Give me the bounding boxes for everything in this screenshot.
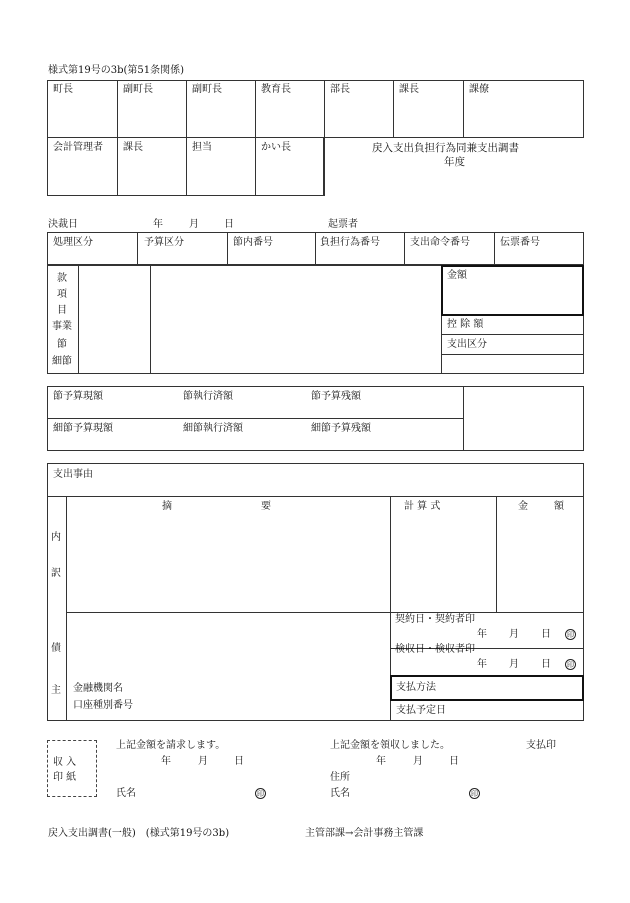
- budget-status-cell: 節執行済額: [183, 391, 233, 402]
- stamp-label: 印 紙: [53, 772, 77, 783]
- reason-label: 支出事由: [53, 469, 93, 480]
- approver-cell: 課長: [123, 142, 143, 153]
- contract-label: 契約日・契約者印: [395, 614, 475, 625]
- payment-seal-label: 支払印: [526, 740, 556, 751]
- document-title: 戻入支出負担行為同兼支出調書: [372, 142, 519, 154]
- inspection-label: 検収日・検収者印: [395, 644, 475, 655]
- classification-cell: 節内番号: [233, 237, 273, 248]
- account-type-label: 口座種別番号: [73, 700, 133, 711]
- month-label: 月: [198, 756, 208, 767]
- footer-routing: 主管部課→会計事務主管課: [305, 828, 424, 839]
- payment-due-label: 支払予定日: [396, 705, 446, 716]
- year-label: 年: [477, 659, 487, 670]
- day-label: 日: [224, 219, 234, 230]
- classification-cell: 支出命令番号: [410, 237, 470, 248]
- approver-cell: 副町長: [192, 84, 222, 95]
- payment-method-label: 支払方法: [396, 682, 436, 693]
- approver-cell: 町長: [53, 84, 73, 95]
- month-label: 月: [189, 219, 199, 230]
- budget-item-label: 細節: [52, 356, 72, 367]
- approver-cell: 副町長: [123, 84, 153, 95]
- month-label: 月: [509, 629, 519, 640]
- deduction-label: 控 除 額: [447, 319, 484, 330]
- seal-mark: 印: [471, 790, 478, 798]
- month-label: 月: [413, 756, 423, 767]
- budget-item-label: 事業: [52, 321, 72, 332]
- summary-header: 摘: [162, 501, 172, 512]
- drafter-label: 起票者: [328, 219, 358, 230]
- name-label: 氏名: [116, 788, 136, 799]
- received-text: 上記金額を領収しました。: [330, 740, 450, 751]
- approver-cell: 担当: [192, 142, 212, 153]
- budget-item-label: 項: [57, 289, 67, 300]
- amount-header: 額: [554, 501, 564, 512]
- approver-cell: 課僚: [469, 84, 489, 95]
- seal-mark: 印: [567, 661, 574, 669]
- budget-status-cell: 節予算現額: [53, 391, 103, 402]
- amount-label: 金額: [447, 270, 467, 281]
- approver-cell: かい長: [261, 142, 291, 153]
- budget-item-label: 目: [57, 305, 67, 316]
- day-label: 日: [541, 629, 551, 640]
- classification-cell: 予算区分: [144, 237, 184, 248]
- budget-status-cell: 細節執行済額: [183, 423, 243, 434]
- month-label: 月: [509, 659, 519, 670]
- footer-form-name: 戻入支出調書(一般) (様式第19号の3b): [48, 828, 230, 839]
- budget-status-cell: 節予算残額: [311, 391, 361, 402]
- budget-item-label: 款: [57, 273, 67, 284]
- fiscal-year-label: 年度: [444, 156, 465, 168]
- address-label: 住所: [330, 772, 350, 783]
- form-header: 様式第19号の3b(第51条関係): [48, 65, 185, 76]
- approver-cell: 部長: [330, 84, 350, 95]
- day-label: 日: [234, 756, 244, 767]
- bank-name-label: 金融機関名: [73, 683, 123, 694]
- year-label: 年: [477, 629, 487, 640]
- decision-date-label: 決裁日: [48, 219, 78, 230]
- stamp-label: 収 入: [53, 757, 77, 768]
- amount-header: 金: [518, 501, 528, 512]
- summary-header: 要: [261, 501, 271, 512]
- breakdown-label: 内: [51, 532, 61, 543]
- revenue-stamp-box: [47, 740, 97, 797]
- approver-cell: 課長: [399, 84, 419, 95]
- breakdown-label: 訳: [51, 568, 61, 579]
- classification-cell: 処理区分: [53, 237, 93, 248]
- year-label: 年: [153, 219, 163, 230]
- seal-mark: 印: [257, 790, 264, 798]
- day-label: 日: [541, 659, 551, 670]
- request-text: 上記金額を請求します。: [116, 740, 226, 751]
- payment-category-label: 支出区分: [447, 339, 487, 350]
- seal-mark: 印: [567, 631, 574, 639]
- classification-cell: 伝票番号: [500, 237, 540, 248]
- budget-status-cell: 細節予算現額: [53, 423, 113, 434]
- creditor-label: 主: [51, 685, 61, 696]
- approver-cell: 会計管理者: [53, 142, 103, 153]
- approver-cell: 教育長: [261, 84, 291, 95]
- budget-status-cell: 細節予算残額: [311, 423, 371, 434]
- year-label: 年: [376, 756, 386, 767]
- classification-cell: 負担行為番号: [320, 237, 380, 248]
- year-label: 年: [161, 756, 171, 767]
- budget-item-label: 節: [57, 339, 67, 350]
- name-label: 氏名: [330, 788, 350, 799]
- formula-header: 計 算 式: [404, 501, 441, 512]
- day-label: 日: [449, 756, 459, 767]
- creditor-label: 債: [51, 643, 61, 654]
